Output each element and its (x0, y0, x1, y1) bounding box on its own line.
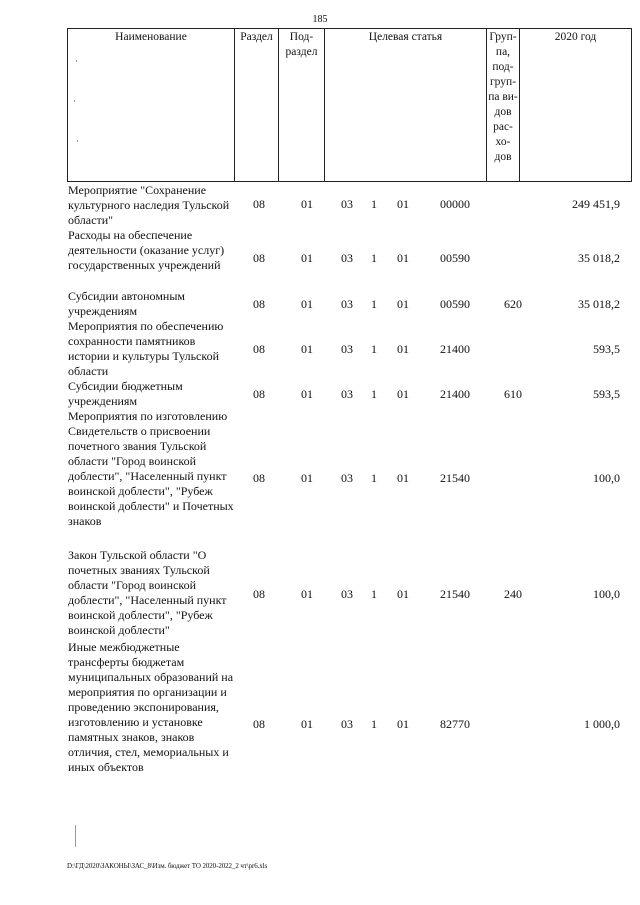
cell-article-program: 03 (341, 717, 353, 731)
cell-name: Мероприятия по изготовлению Свидетельств о присвоении почетного звания Тульской области "Город воинской доблести", "Населенный пункт воинской доблести", "Рубеж воинской доблести" и Почетных знаков (68, 409, 234, 528)
cell-section: 08 (253, 587, 265, 601)
cell-article-direction: 21540 (440, 471, 470, 485)
cell-article-subprogram: 1 (371, 251, 377, 265)
cell-expense-group: 240 (504, 587, 522, 601)
cell-article-subprogram: 1 (371, 297, 377, 311)
cell-article-subprogram: 1 (371, 471, 377, 485)
cell-article-main-event: 01 (397, 471, 409, 485)
cell-article-subprogram: 1 (371, 197, 377, 211)
cell-article-program: 03 (341, 342, 353, 356)
cell-section: 08 (253, 342, 265, 356)
cell-name: Субсидии автономным учреждениям (68, 289, 185, 318)
cell-section: 08 (253, 197, 265, 211)
cell-name: Расходы на обеспечение деятельности (оказание услуг) государственных учреждений (68, 228, 225, 272)
cell-subsection: 01 (301, 251, 313, 265)
cell-value-2020: 1 000,0 (584, 717, 620, 731)
scan-speck (77, 140, 78, 142)
cell-article-main-event: 01 (397, 587, 409, 601)
header-subsection: Под- раздел (279, 29, 325, 182)
cell-section: 08 (253, 387, 265, 401)
cell-article-main-event: 01 (397, 251, 409, 265)
cell-name: Мероприятие "Сохранение культурного наследия Тульской области" (68, 183, 230, 227)
cell-article-subprogram: 1 (371, 717, 377, 731)
cell-subsection: 01 (301, 197, 313, 211)
cell-article-direction: 00590 (440, 251, 470, 265)
scan-line (75, 825, 76, 847)
cell-section: 08 (253, 297, 265, 311)
cell-article-direction: 82770 (440, 717, 470, 731)
cell-article-main-event: 01 (397, 197, 409, 211)
cell-value-2020: 593,5 (593, 342, 620, 356)
header-year: 2020 год (520, 29, 632, 182)
cell-article-direction: 21400 (440, 387, 470, 401)
cell-section: 08 (253, 471, 265, 485)
cell-value-2020: 35 018,2 (578, 251, 620, 265)
page-number: 185 (312, 14, 328, 25)
cell-subsection: 01 (301, 387, 313, 401)
scan-speck (76, 60, 77, 62)
cell-article-subprogram: 1 (371, 342, 377, 356)
cell-name: Субсидии бюджетным учреждениям (68, 379, 183, 408)
cell-article-main-event: 01 (397, 717, 409, 731)
cell-article-direction: 00000 (440, 197, 470, 211)
cell-article-direction: 00590 (440, 297, 470, 311)
cell-subsection: 01 (301, 342, 313, 356)
cell-article-subprogram: 1 (371, 387, 377, 401)
cell-article-main-event: 01 (397, 297, 409, 311)
cell-value-2020: 593,5 (593, 387, 620, 401)
cell-subsection: 01 (301, 587, 313, 601)
cell-article-direction: 21540 (440, 587, 470, 601)
cell-value-2020: 100,0 (593, 471, 620, 485)
cell-article-program: 03 (341, 387, 353, 401)
cell-subsection: 01 (301, 471, 313, 485)
cell-article-program: 03 (341, 471, 353, 485)
cell-value-2020: 249 451,9 (572, 197, 620, 211)
cell-value-2020: 35 018,2 (578, 297, 620, 311)
cell-expense-group: 610 (504, 387, 522, 401)
cell-name: Закон Тульской области "О почетных званиях Тульской области "Город воинской доблести", "Населенный пункт воинской доблести", "Рубеж воинской доблести" (68, 548, 227, 637)
cell-section: 08 (253, 251, 265, 265)
cell-article-program: 03 (341, 197, 353, 211)
cell-section: 08 (253, 717, 265, 731)
header-target-article: Целевая статья (325, 29, 487, 182)
cell-article-program: 03 (341, 587, 353, 601)
cell-subsection: 01 (301, 297, 313, 311)
cell-name: Мероприятия по обеспечению сохранности памятников истории и культуры Тульской области (68, 319, 224, 378)
scan-speck (74, 100, 75, 102)
cell-name: Иные межбюджетные трансферты бюджетам муниципальных образований на мероприятия по организации и проведению экспонирования, изготовлению и установке памятных знаков, знаков отличия, стел, мемориальных и иных объектов (68, 640, 234, 774)
header-expense-group: Груп- па, под- груп- па ви- дов рас- хо- дов (487, 29, 520, 182)
cell-expense-group: 620 (504, 297, 522, 311)
cell-article-program: 03 (341, 251, 353, 265)
header-name: Наименование (68, 29, 235, 182)
cell-article-subprogram: 1 (371, 587, 377, 601)
cell-article-direction: 21400 (440, 342, 470, 356)
cell-value-2020: 100,0 (593, 587, 620, 601)
cell-subsection: 01 (301, 717, 313, 731)
cell-article-program: 03 (341, 297, 353, 311)
table-header (67, 28, 632, 182)
cell-article-main-event: 01 (397, 342, 409, 356)
file-path-footer: D:\ГД\2020\ЗАКОНЫ\ЗАС_8\Изм. бюджет ТО 2020-2022_2 чт\pr6.xls (67, 862, 268, 870)
cell-article-main-event: 01 (397, 387, 409, 401)
header-section: Раздел (235, 29, 279, 182)
